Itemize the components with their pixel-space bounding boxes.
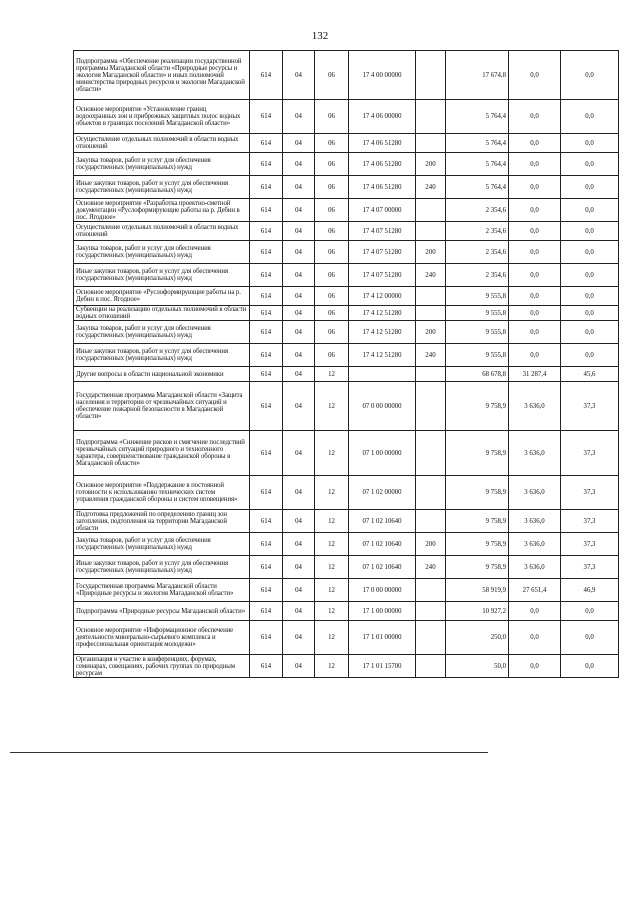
cell-expense-type [416,510,446,533]
cell-executed-amount: 0,0 [509,655,561,678]
table-row [74,287,619,306]
cell-executed-amount: 0,0 [509,222,561,241]
cell-execution-percent: 0,0 [561,176,619,199]
row-name: Закупка товаров, работ и услуг для обеспечения государственных (муниципальных) нужд [74,533,250,556]
cell-execution-percent: 0,0 [561,134,619,153]
row-name: Закупка товаров, работ и услуг для обеспечения государственных (муниципальных) нужд [74,153,250,176]
cell-execution-percent: 45,6 [561,367,619,382]
cell-execution-percent: 0,0 [561,655,619,678]
cell-execution-percent: 37,3 [561,431,619,476]
row-name: Подпрограмма «Снижение рисков и смягчение последствий чрезвычайных ситуаций природного и техногенного характера, совершенствование гражданской обороны в Магаданской области» [74,431,250,476]
cell-subsection-code: 12 [315,533,349,556]
cell-subsection-code: 12 [315,556,349,579]
cell-ministry-code: 614 [250,367,283,382]
cell-subsection-code: 12 [315,602,349,621]
cell-section-code: 04 [283,655,315,678]
cell-ministry-code: 614 [250,51,283,100]
cell-approved-amount: 5 764,4 [446,153,509,176]
cell-subsection-code: 12 [315,510,349,533]
cell-subsection-code: 06 [315,306,349,321]
cell-target-article: 07 1 02 10640 [349,556,416,579]
table-row [74,579,619,602]
cell-target-article: 17 1 00 00000 [349,602,416,621]
cell-ministry-code: 614 [250,533,283,556]
cell-expense-type [416,306,446,321]
cell-target-article: 17 4 12 51280 [349,306,416,321]
cell-executed-amount: 3 636,0 [509,556,561,579]
cell-execution-percent: 37,3 [561,533,619,556]
cell-executed-amount: 0,0 [509,602,561,621]
cell-section-code: 04 [283,367,315,382]
cell-section-code: 04 [283,51,315,100]
cell-approved-amount: 5 764,4 [446,134,509,153]
cell-subsection-code: 12 [315,367,349,382]
cell-expense-type: 200 [416,153,446,176]
row-name: Основное мероприятие «Информационное обеспечение деятельности минерально-сырьевого комплекса и профессиональная ориентация молодежи» [74,621,250,655]
table-row [74,476,619,510]
row-name: Осуществление отдельных полномочий в области водных отношений [74,134,250,153]
cell-executed-amount: 3 636,0 [509,533,561,556]
cell-expense-type [416,382,446,431]
cell-expense-type [416,476,446,510]
table-row [74,264,619,287]
cell-section-code: 04 [283,533,315,556]
cell-expense-type: 240 [416,176,446,199]
cell-execution-percent: 0,0 [561,153,619,176]
cell-expense-type [416,367,446,382]
cell-approved-amount: 5 764,4 [446,100,509,134]
cell-execution-percent: 0,0 [561,306,619,321]
table-row [74,621,619,655]
cell-approved-amount: 10 927,2 [446,602,509,621]
cell-executed-amount: 3 636,0 [509,431,561,476]
cell-executed-amount: 27 651,4 [509,579,561,602]
cell-execution-percent: 37,3 [561,556,619,579]
row-name: Государственная программа Магаданской области «Природные ресурсы и экология Магаданской области» [74,579,250,602]
row-name: Закупка товаров, работ и услуг для обеспечения государственных (муниципальных) нужд [74,241,250,264]
cell-section-code: 04 [283,176,315,199]
cell-expense-type [416,602,446,621]
cell-subsection-code: 06 [315,344,349,367]
cell-executed-amount: 3 636,0 [509,476,561,510]
table-row [74,655,619,678]
cell-executed-amount: 3 636,0 [509,510,561,533]
budget-table [73,50,619,678]
row-name: Иные закупки товаров, работ и услуг для обеспечения государственных (муниципальных) нужд [74,556,250,579]
cell-target-article: 07 1 02 10640 [349,533,416,556]
cell-approved-amount: 2 354,6 [446,222,509,241]
table-row [74,344,619,367]
cell-approved-amount: 9 758,9 [446,476,509,510]
cell-section-code: 04 [283,264,315,287]
cell-expense-type [416,431,446,476]
cell-subsection-code: 12 [315,655,349,678]
cell-target-article: 17 4 12 00000 [349,287,416,306]
cell-target-article: 17 4 06 51280 [349,134,416,153]
cell-section-code: 04 [283,344,315,367]
cell-ministry-code: 614 [250,510,283,533]
cell-section-code: 04 [283,476,315,510]
cell-section-code: 04 [283,222,315,241]
cell-section-code: 04 [283,287,315,306]
cell-ministry-code: 614 [250,655,283,678]
cell-executed-amount: 31 287,4 [509,367,561,382]
cell-ministry-code: 614 [250,153,283,176]
cell-subsection-code: 12 [315,476,349,510]
cell-ministry-code: 614 [250,602,283,621]
cell-approved-amount: 9 758,9 [446,533,509,556]
cell-approved-amount: 68 678,8 [446,367,509,382]
cell-executed-amount: 0,0 [509,321,561,344]
table-row [74,241,619,264]
table-row [74,100,619,134]
cell-ministry-code: 614 [250,306,283,321]
row-name: Государственная программа Магаданской области «Защита населения и территории от чрезвычайных ситуаций и обеспечение пожарной безопасности в Магаданской области» [74,382,250,431]
table-row [74,176,619,199]
cell-executed-amount: 0,0 [509,100,561,134]
cell-section-code: 04 [283,382,315,431]
cell-target-article: 07 1 00 00000 [349,431,416,476]
cell-target-article: 17 4 06 00000 [349,100,416,134]
row-name: Иные закупки товаров, работ и услуг для обеспечения государственных (муниципальных) нужд [74,344,250,367]
cell-expense-type: 240 [416,344,446,367]
cell-execution-percent: 0,0 [561,621,619,655]
cell-ministry-code: 614 [250,134,283,153]
row-name: Закупка товаров, работ и услуг для обеспечения государственных (муниципальных) нужд [74,321,250,344]
cell-subsection-code: 06 [315,264,349,287]
cell-approved-amount: 9 555,8 [446,306,509,321]
row-name: Основное мероприятие «Установление границ водоохранных зон и прибрежных защитных полос водных объектов в границах поселений Магаданской области» [74,100,250,134]
cell-target-article: 17 4 07 51280 [349,222,416,241]
cell-expense-type [416,655,446,678]
cell-executed-amount: 0,0 [509,51,561,100]
cell-target-article: 17 4 00 00000 [349,51,416,100]
cell-ministry-code: 614 [250,199,283,222]
cell-approved-amount: 2 354,6 [446,264,509,287]
row-name: Другие вопросы в области национальной экономики [74,367,250,382]
table-row [74,431,619,476]
row-name: Подпрограмма «Обеспечение реализации государственной программы Магаданской области «Природные ресурсы и экология Магаданской области» и иных полномочий министерства природных ресурсов и экологии Магаданской области» [74,51,250,100]
table-row [74,134,619,153]
cell-subsection-code: 06 [315,222,349,241]
row-name: Осуществление отдельных полномочий в области водных отношений [74,222,250,241]
table-row [74,306,619,321]
cell-ministry-code: 614 [250,431,283,476]
cell-expense-type: 240 [416,556,446,579]
cell-approved-amount: 2 354,6 [446,199,509,222]
table-row [74,382,619,431]
cell-approved-amount: 250,0 [446,621,509,655]
cell-expense-type: 240 [416,264,446,287]
cell-target-article: 17 4 12 51280 [349,344,416,367]
cell-target-article: 17 4 06 51280 [349,153,416,176]
table-row [74,321,619,344]
cell-expense-type [416,579,446,602]
cell-section-code: 04 [283,153,315,176]
cell-subsection-code: 06 [315,51,349,100]
cell-subsection-code: 12 [315,579,349,602]
row-name: Иные закупки товаров, работ и услуг для обеспечения государственных (муниципальных) нужд [74,264,250,287]
cell-subsection-code: 06 [315,241,349,264]
cell-execution-percent: 0,0 [561,321,619,344]
cell-ministry-code: 614 [250,476,283,510]
cell-execution-percent: 37,3 [561,382,619,431]
cell-section-code: 04 [283,579,315,602]
cell-executed-amount: 0,0 [509,241,561,264]
cell-approved-amount: 9 555,8 [446,287,509,306]
cell-execution-percent: 0,0 [561,199,619,222]
cell-expense-type: 200 [416,241,446,264]
cell-expense-type [416,134,446,153]
cell-target-article: 17 4 07 51280 [349,241,416,264]
cell-expense-type [416,51,446,100]
row-name: Подпрограмма «Природные ресурсы Магаданской области» [74,602,250,621]
cell-execution-percent: 0,0 [561,100,619,134]
cell-ministry-code: 614 [250,344,283,367]
row-name: Субвенции на реализацию отдельных полномочий в области водных отношений [74,306,250,321]
cell-target-article: 17 4 07 51280 [349,264,416,287]
cell-executed-amount: 3 636,0 [509,382,561,431]
cell-subsection-code: 06 [315,287,349,306]
cell-expense-type [416,100,446,134]
cell-ministry-code: 614 [250,176,283,199]
cell-section-code: 04 [283,431,315,476]
cell-section-code: 04 [283,602,315,621]
row-name: Организация и участие в конференциях, форумах, семинарах, совещаниях, рабочих группах по природным ресурсам [74,655,250,678]
cell-section-code: 04 [283,100,315,134]
cell-ministry-code: 614 [250,100,283,134]
cell-target-article: 17 4 06 51280 [349,176,416,199]
cell-expense-type [416,621,446,655]
footer-rule [10,752,488,753]
cell-executed-amount: 0,0 [509,264,561,287]
cell-ministry-code: 614 [250,222,283,241]
cell-subsection-code: 06 [315,134,349,153]
cell-expense-type: 200 [416,533,446,556]
row-name: Иные закупки товаров, работ и услуг для обеспечения государственных (муниципальных) нужд [74,176,250,199]
cell-executed-amount: 0,0 [509,287,561,306]
cell-executed-amount: 0,0 [509,199,561,222]
cell-expense-type [416,287,446,306]
cell-section-code: 04 [283,241,315,264]
cell-section-code: 04 [283,556,315,579]
cell-section-code: 04 [283,199,315,222]
cell-section-code: 04 [283,134,315,153]
cell-approved-amount: 5 764,4 [446,176,509,199]
cell-expense-type [416,199,446,222]
cell-ministry-code: 614 [250,321,283,344]
table-row [74,510,619,533]
cell-section-code: 04 [283,621,315,655]
cell-ministry-code: 614 [250,264,283,287]
cell-approved-amount: 9 555,8 [446,344,509,367]
table-row [74,367,619,382]
cell-approved-amount: 2 354,6 [446,241,509,264]
cell-execution-percent: 37,3 [561,476,619,510]
cell-approved-amount: 9 758,9 [446,431,509,476]
table-row [74,533,619,556]
cell-execution-percent: 0,0 [561,222,619,241]
cell-execution-percent: 0,0 [561,241,619,264]
cell-subsection-code: 12 [315,382,349,431]
cell-target-article: 07 1 02 10640 [349,510,416,533]
cell-ministry-code: 614 [250,621,283,655]
cell-section-code: 04 [283,510,315,533]
cell-execution-percent: 37,3 [561,510,619,533]
cell-executed-amount: 0,0 [509,134,561,153]
cell-ministry-code: 614 [250,287,283,306]
cell-ministry-code: 614 [250,579,283,602]
table-row [74,199,619,222]
cell-target-article [349,367,416,382]
page-number: 132 [311,30,329,42]
cell-subsection-code: 06 [315,321,349,344]
row-name: Основное мероприятие «Руслоформирующие работы на р. Дебин в пос. Ягодное» [74,287,250,306]
cell-approved-amount: 17 674,8 [446,51,509,100]
cell-target-article: 07 1 02 00000 [349,476,416,510]
table-row [74,602,619,621]
cell-approved-amount: 9 758,9 [446,382,509,431]
row-name: Основное мероприятие «Поддержание в постоянной готовности к использованию технических систем управления гражданской обороны и систем оповещения» [74,476,250,510]
cell-subsection-code: 06 [315,199,349,222]
cell-subsection-code: 06 [315,153,349,176]
cell-executed-amount: 0,0 [509,621,561,655]
cell-execution-percent: 0,0 [561,287,619,306]
cell-execution-percent: 0,0 [561,51,619,100]
cell-subsection-code: 06 [315,100,349,134]
cell-executed-amount: 0,0 [509,344,561,367]
cell-execution-percent: 0,0 [561,344,619,367]
cell-approved-amount: 58 919,9 [446,579,509,602]
cell-target-article: 17 1 01 15700 [349,655,416,678]
cell-approved-amount: 9 758,9 [446,510,509,533]
cell-approved-amount: 9 555,8 [446,321,509,344]
cell-target-article: 17 0 00 00000 [349,579,416,602]
cell-subsection-code: 06 [315,176,349,199]
cell-ministry-code: 614 [250,241,283,264]
cell-target-article: 17 4 07 00000 [349,199,416,222]
cell-ministry-code: 614 [250,382,283,431]
cell-executed-amount: 0,0 [509,176,561,199]
table-body [74,51,619,678]
cell-execution-percent: 46,9 [561,579,619,602]
row-name: Подготовка предложений по определению границ зон затопления, подтопления на территории Магаданской области [74,510,250,533]
cell-expense-type [416,222,446,241]
cell-subsection-code: 12 [315,431,349,476]
table-row [74,51,619,100]
cell-approved-amount: 50,0 [446,655,509,678]
cell-executed-amount: 0,0 [509,153,561,176]
cell-ministry-code: 614 [250,556,283,579]
cell-target-article: 17 4 12 51280 [349,321,416,344]
row-name: Основное мероприятие «Разработка проектно-сметной документации «Руслоформирующие работы на р. Дебин в пос. Ягодное» [74,199,250,222]
cell-expense-type: 200 [416,321,446,344]
table-row [74,556,619,579]
cell-approved-amount: 9 758,9 [446,556,509,579]
cell-target-article: 17 1 01 00000 [349,621,416,655]
cell-executed-amount: 0,0 [509,306,561,321]
cell-section-code: 04 [283,321,315,344]
cell-execution-percent: 0,0 [561,264,619,287]
cell-subsection-code: 12 [315,621,349,655]
cell-execution-percent: 0,0 [561,602,619,621]
cell-target-article: 07 0 00 00000 [349,382,416,431]
table-row [74,153,619,176]
table-row [74,222,619,241]
cell-section-code: 04 [283,306,315,321]
